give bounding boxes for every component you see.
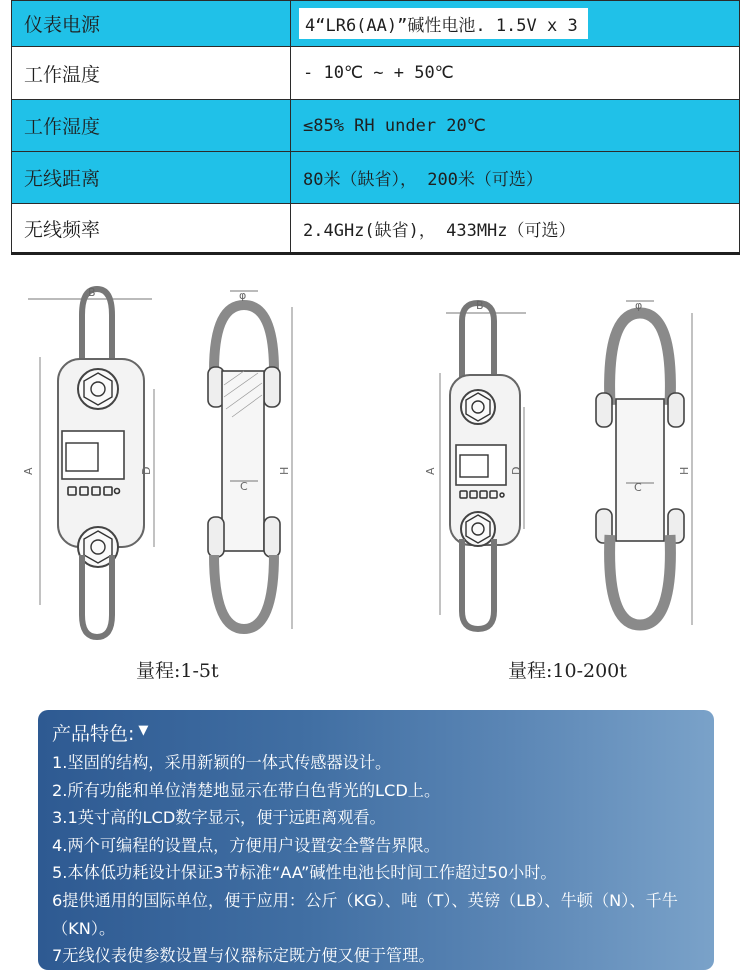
feature-item: 7无线仪表使参数设置与仪器标定既方便又便于管理。 [52,946,435,966]
dim-label-b: B [476,299,484,312]
spec-row-temperature [12,47,740,100]
spec-row-wireless-distance [12,152,740,204]
dim-label-c: C [634,481,642,494]
spec-value: - 10℃ ~ + 50℃ [291,47,740,100]
triangle-down-icon: ▼ [138,723,149,738]
caption-small-range: 量程:1-5t [136,660,219,682]
lcd-display [62,431,124,479]
dim-label-c: C [240,480,248,493]
dim-label-b: B [88,286,96,299]
features-title-text: 产品特色: [52,723,135,745]
feature-item: 2.所有功能和单位清楚地显示在带白色背光的LCD上。 [52,780,441,800]
spec-value: 80米（缺省）， 200米（可选） [291,152,740,204]
side-shackle-top [610,313,671,405]
spec-row-power [12,1,740,47]
feature-item: 3.1英寸高的LCD数字显示，便于远距离观看。 [52,808,386,828]
features-panel [38,710,714,970]
bottom-shackle [462,539,494,629]
spec-label: 工作湿度 [12,100,291,152]
dim-label-a: A [424,467,437,475]
spec-value: ≤85% RH under 20℃ [291,100,740,152]
feature-item: 6提供通用的国际单位，便于应用：公斤（KG）、吨（T）、英镑（LB）、牛顿（N）、千牛（KN）。 [52,890,678,938]
spec-table [11,0,740,255]
caption-large-range: 量程:10-200t [508,660,627,682]
dim-label-h: H [678,466,691,475]
dim-label-d: D [140,466,153,475]
features-title [52,716,700,749]
spec-row-humidity [12,100,740,152]
dim-label-h: H [278,466,291,475]
spec-label: 无线距离 [12,152,291,204]
side-body [616,399,664,541]
drawing-small-range [22,285,322,645]
feature-item: 4.两个可编程的设置点，方便用户设置安全警告界限。 [52,835,440,855]
spec-label: 无线频率 [12,204,291,254]
spec-row-wireless-frequency [12,204,740,254]
dim-label-d: D [510,466,523,475]
feature-item: 1.坚固的结构，采用新颖的一体式传感器设计。 [52,753,392,772]
spec-value: 4“LR6(AA)”碱性电池. 1.5V x 3 [299,8,588,39]
spec-value: 2.4GHz(缺省)， 433MHz（可选） [291,204,740,254]
dim-label-phi: φ [635,299,643,312]
spec-label: 仪表电源 [12,1,291,47]
side-shackle-bottom [214,555,274,629]
side-shackle-bottom [610,535,671,625]
side-shackle-top [214,305,274,371]
spec-label: 工作温度 [12,47,291,100]
drawing-large-range [420,295,720,645]
dim-label-phi: φ [239,289,247,302]
dim-label-a: A [22,467,35,475]
lcd-display [456,445,506,485]
feature-item: 5.本体低功耗设计保证3节标准“AA”碱性电池长时间工作超过50小时。 [52,863,557,883]
